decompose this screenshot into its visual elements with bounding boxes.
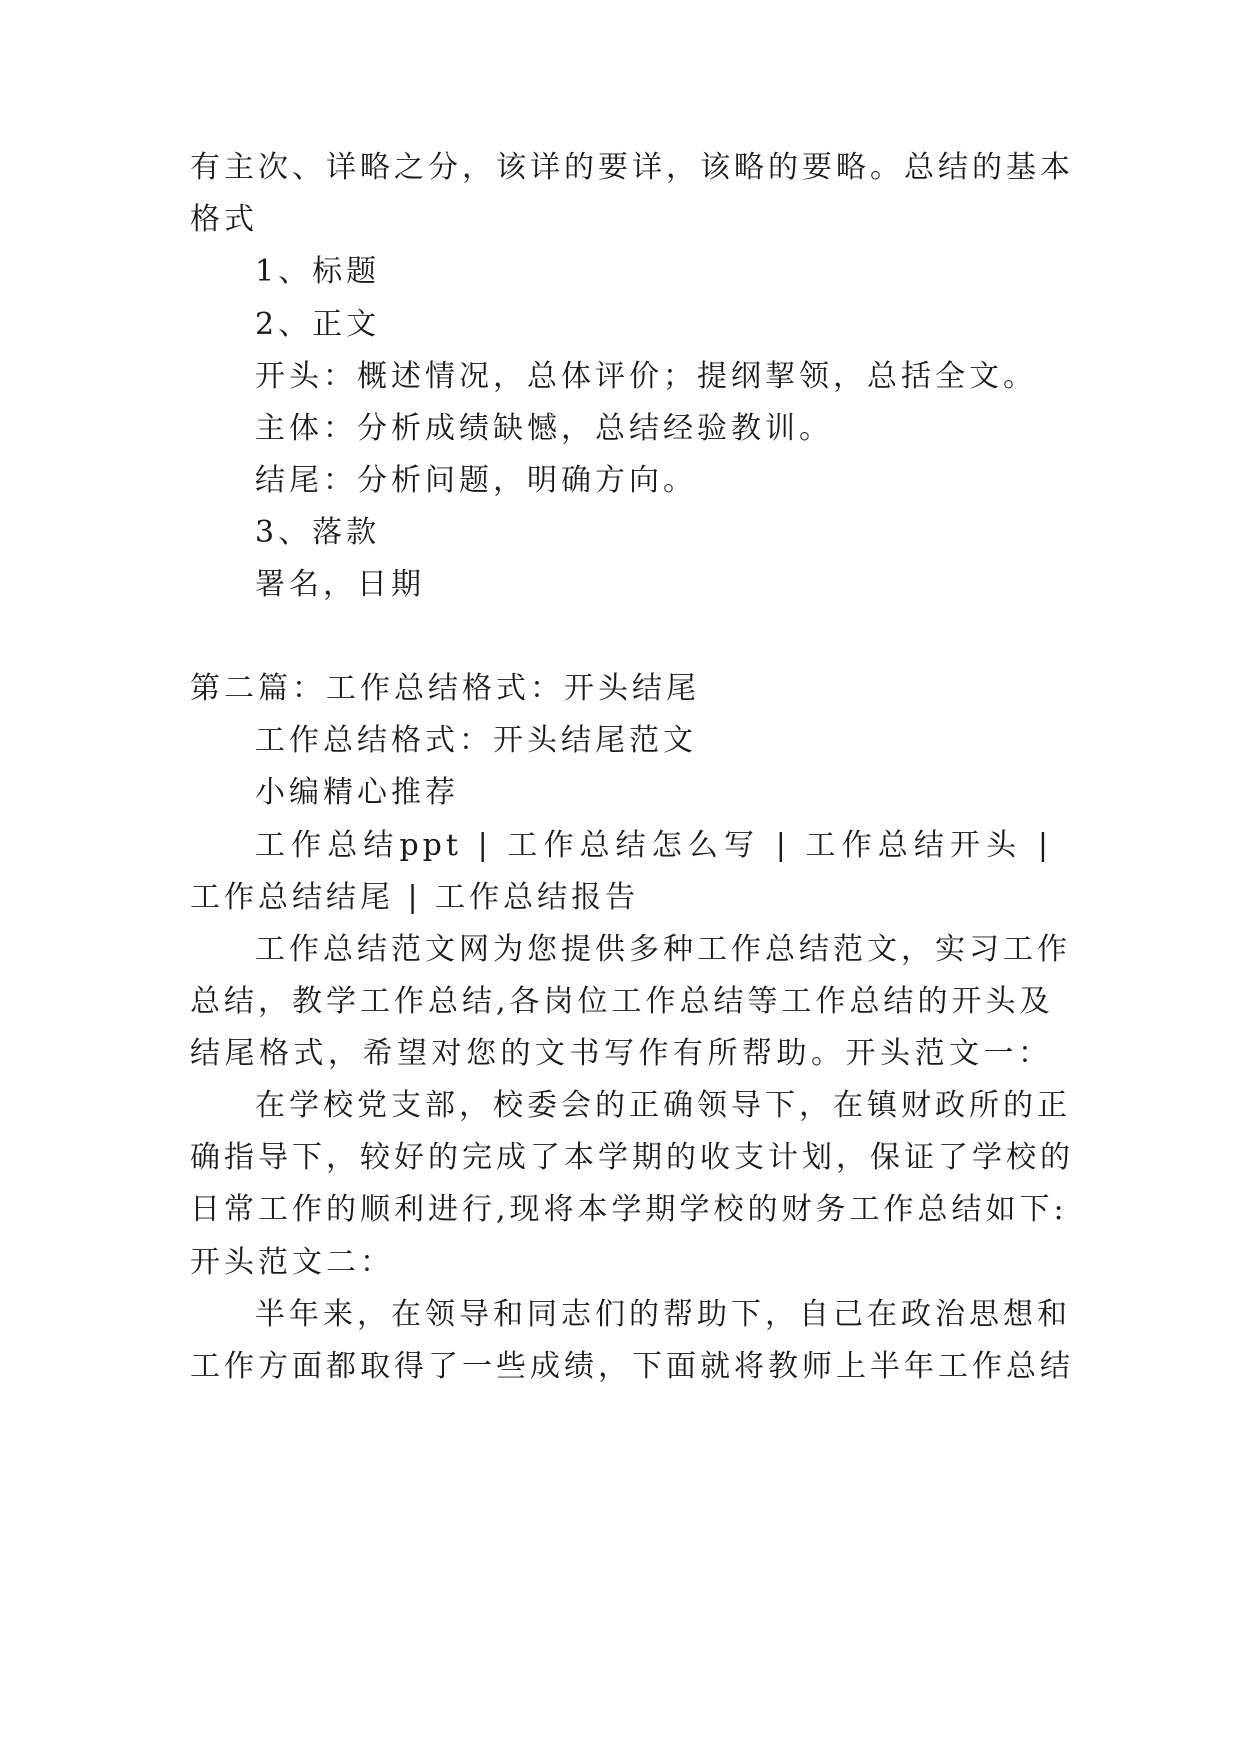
list-item-title: 1、标题 (255, 254, 381, 289)
paragraph-line: 在学校党支部，校委会的正确领导下，在镇财政所的正 (255, 1088, 1071, 1123)
list-item-body: 2、正文 (255, 307, 381, 342)
example-label: 开头范文二： (190, 1245, 394, 1280)
section-heading: 第二篇：工作总结格式：开头结尾 (190, 671, 700, 706)
paragraph-line: 总结，教学工作总结,各岗位工作总结等工作总结的开头及 (190, 984, 1054, 1019)
paragraph-line: 确指导下，较好的完成了本学期的收支计划，保证了学校的 (190, 1140, 1074, 1175)
body-main-line: 主体：分析成绩缺憾，总结经验教训。 (255, 411, 833, 446)
recommend-label: 小编精心推荐 (255, 775, 459, 810)
paragraph-line: 结尾格式，希望对您的文书写作有所帮助。开头范文一： (190, 1036, 1052, 1071)
paragraph-line: 日常工作的顺利进行,现将本学期学校的财务工作总结如下: (190, 1192, 1068, 1227)
related-links-line: 工作总结结尾 | 工作总结报告 (190, 880, 640, 915)
paragraph-line: 半年来，在领导和同志们的帮助下，自己在政治思想和 (255, 1297, 1071, 1332)
body-opening-line: 开头：概述情况，总体评价；提纲挈领，总括全文。 (255, 359, 1037, 394)
signature-detail: 署名，日期 (255, 567, 425, 602)
body-ending-line: 结尾：分析问题，明确方向。 (255, 463, 697, 498)
paragraph-line: 工作总结范文网为您提供多种工作总结范文，实习工作 (255, 932, 1071, 967)
section-subtitle: 工作总结格式：开头结尾范文 (255, 723, 697, 758)
paragraph-line: 有主次、详略之分，该详的要详，该略的要略。总结的基本 (190, 150, 1074, 185)
paragraph-line: 格式 (190, 202, 258, 237)
list-item-signature: 3、落款 (255, 515, 381, 550)
paragraph-line: 工作方面都取得了一些成绩，下面就将教师上半年工作总结 (190, 1349, 1074, 1384)
related-links-line: 工作总结ppt | 工作总结怎么写 | 工作总结开头 | (255, 828, 1052, 863)
